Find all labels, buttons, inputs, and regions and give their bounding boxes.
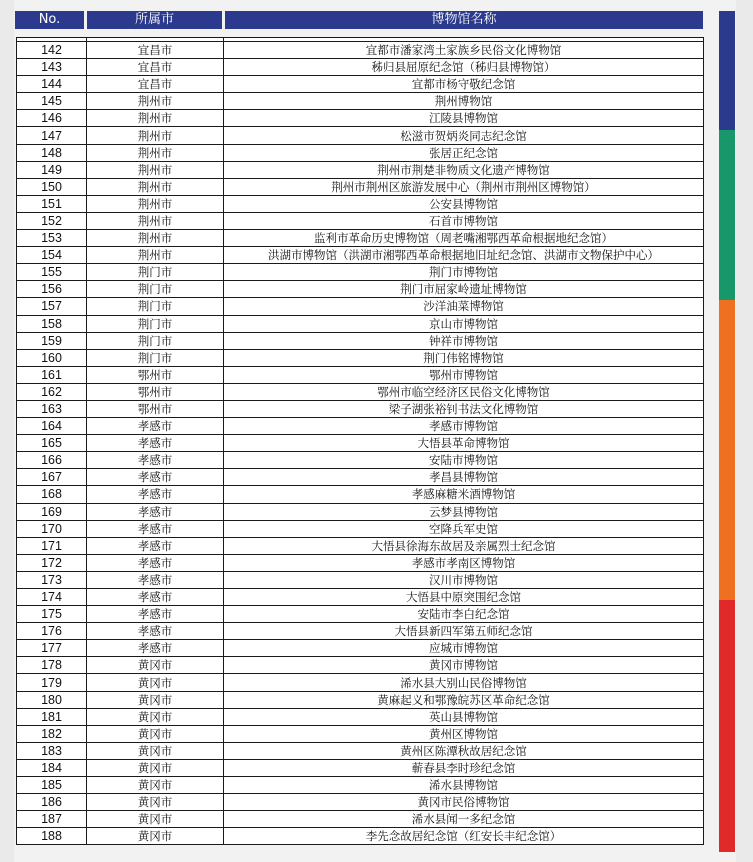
table-row — [17, 469, 704, 486]
row-city: 荆州市 — [87, 212, 224, 229]
row-city: 孝感市 — [87, 435, 224, 452]
row-number: 176 — [17, 623, 87, 640]
row-city: 荆州市 — [87, 144, 224, 161]
row-museum-name: 沙洋油菜博物馆 — [224, 298, 704, 315]
row-city: 孝感市 — [87, 589, 224, 606]
row-museum-name: 孝感市博物馆 — [224, 418, 704, 435]
row-museum-name: 监利市革命历史博物馆（周老嘴湘鄂西革命根据地纪念馆） — [224, 230, 704, 247]
row-number: 185 — [17, 777, 87, 794]
table-row — [17, 264, 704, 281]
table-row — [17, 725, 704, 742]
row-city: 孝感市 — [87, 418, 224, 435]
row-city: 荆门市 — [87, 264, 224, 281]
row-city: 鄂州市 — [87, 400, 224, 417]
table-row — [17, 178, 704, 195]
row-number: 149 — [17, 161, 87, 178]
row-city: 孝感市 — [87, 606, 224, 623]
row-museum-name: 英山县博物馆 — [224, 708, 704, 725]
row-city: 黄冈市 — [87, 777, 224, 794]
row-museum-name: 梁子湖张裕钊书法文化博物馆 — [224, 400, 704, 417]
table-row — [17, 640, 704, 657]
header-museum-name: 博物馆名称 — [225, 11, 703, 29]
table-row — [17, 571, 704, 588]
table-row — [17, 691, 704, 708]
row-number: 145 — [17, 93, 87, 110]
row-city: 荆州市 — [87, 93, 224, 110]
row-city: 黄冈市 — [87, 759, 224, 776]
row-city: 孝感市 — [87, 623, 224, 640]
table-row — [17, 161, 704, 178]
row-number: 183 — [17, 742, 87, 759]
row-city: 荆州市 — [87, 247, 224, 264]
row-museum-name: 孝感市孝南区博物馆 — [224, 554, 704, 571]
table-row — [17, 195, 704, 212]
row-city: 黄冈市 — [87, 794, 224, 811]
row-museum-name: 云梦县博物馆 — [224, 503, 704, 520]
header-no: No. — [15, 11, 84, 29]
table-row — [17, 657, 704, 674]
row-number: 161 — [17, 366, 87, 383]
row-city: 荆州市 — [87, 127, 224, 144]
row-number: 170 — [17, 520, 87, 537]
row-museum-name: 石首市博物馆 — [224, 212, 704, 229]
row-number: 163 — [17, 400, 87, 417]
table-row — [17, 298, 704, 315]
row-museum-name: 空降兵军史馆 — [224, 520, 704, 537]
row-number: 174 — [17, 589, 87, 606]
table-row — [17, 759, 704, 776]
row-museum-name: 浠水县博物馆 — [224, 777, 704, 794]
table-row — [17, 623, 704, 640]
row-museum-name: 安陆市博物馆 — [224, 452, 704, 469]
row-city: 荆州市 — [87, 230, 224, 247]
row-city: 黄冈市 — [87, 691, 224, 708]
museum-table — [16, 37, 704, 845]
row-number: 187 — [17, 811, 87, 828]
row-museum-name: 秭归县屈原纪念馆（秭归县博物馆） — [224, 59, 704, 76]
row-city: 黄冈市 — [87, 657, 224, 674]
row-number: 168 — [17, 486, 87, 503]
row-number: 165 — [17, 435, 87, 452]
row-city: 荆门市 — [87, 349, 224, 366]
row-museum-name: 鄂州市博物馆 — [224, 366, 704, 383]
row-number: 156 — [17, 281, 87, 298]
row-museum-name: 张居正纪念馆 — [224, 144, 704, 161]
row-museum-name: 汉川市博物馆 — [224, 571, 704, 588]
row-museum-name: 荆州博物馆 — [224, 93, 704, 110]
row-city: 孝感市 — [87, 452, 224, 469]
row-city: 黄冈市 — [87, 725, 224, 742]
row-city: 孝感市 — [87, 503, 224, 520]
row-museum-name: 李先念故居纪念馆（红安长丰纪念馆） — [224, 828, 704, 845]
row-number: 142 — [17, 42, 87, 59]
row-museum-name: 宜都市潘家湾土家族乡民俗文化博物馆 — [224, 42, 704, 59]
row-city: 荆门市 — [87, 281, 224, 298]
row-city: 宜昌市 — [87, 76, 224, 93]
row-city: 荆门市 — [87, 298, 224, 315]
row-number: 175 — [17, 606, 87, 623]
row-city: 孝感市 — [87, 537, 224, 554]
row-number: 186 — [17, 794, 87, 811]
row-museum-name: 安陆市李白纪念馆 — [224, 606, 704, 623]
row-number: 179 — [17, 674, 87, 691]
row-city: 荆州市 — [87, 178, 224, 195]
row-museum-name: 江陵县博物馆 — [224, 110, 704, 127]
row-number: 150 — [17, 178, 87, 195]
row-museum-name: 荆门市博物馆 — [224, 264, 704, 281]
table-row — [17, 212, 704, 229]
table-row — [17, 349, 704, 366]
row-museum-name: 京山市博物馆 — [224, 315, 704, 332]
row-number: 182 — [17, 725, 87, 742]
row-number: 148 — [17, 144, 87, 161]
row-number: 188 — [17, 828, 87, 845]
row-number: 173 — [17, 571, 87, 588]
row-city: 孝感市 — [87, 571, 224, 588]
row-city: 荆州市 — [87, 195, 224, 212]
table-row — [17, 59, 704, 76]
table-row — [17, 589, 704, 606]
row-museum-name: 公安县博物馆 — [224, 195, 704, 212]
side-band-orange — [719, 300, 735, 600]
row-museum-name: 黄麻起义和鄂豫皖苏区革命纪念馆 — [224, 691, 704, 708]
table-row — [17, 828, 704, 845]
table-row — [17, 93, 704, 110]
row-number: 152 — [17, 212, 87, 229]
row-museum-name: 应城市博物馆 — [224, 640, 704, 657]
table-row — [17, 281, 704, 298]
row-museum-name: 浠水县闻一多纪念馆 — [224, 811, 704, 828]
row-number: 167 — [17, 469, 87, 486]
table-row — [17, 742, 704, 759]
row-city: 鄂州市 — [87, 366, 224, 383]
row-number: 172 — [17, 554, 87, 571]
row-museum-name: 荆州市荆楚非物质文化遗产博物馆 — [224, 161, 704, 178]
row-number: 166 — [17, 452, 87, 469]
row-museum-name: 荆州市荆州区旅游发展中心（荆州市荆州区博物馆） — [224, 178, 704, 195]
row-city: 孝感市 — [87, 469, 224, 486]
row-number: 159 — [17, 332, 87, 349]
table-row — [17, 520, 704, 537]
row-city: 荆州市 — [87, 110, 224, 127]
table-row — [17, 674, 704, 691]
background-stripe — [0, 0, 14, 862]
row-museum-name: 大悟县新四军第五师纪念馆 — [224, 623, 704, 640]
table-row — [17, 811, 704, 828]
row-museum-name: 钟祥市博物馆 — [224, 332, 704, 349]
table-row — [17, 42, 704, 59]
table-row — [17, 332, 704, 349]
row-city: 荆州市 — [87, 161, 224, 178]
row-number: 147 — [17, 127, 87, 144]
row-city: 鄂州市 — [87, 383, 224, 400]
row-city: 黄冈市 — [87, 828, 224, 845]
row-city: 黄冈市 — [87, 811, 224, 828]
row-city: 黄冈市 — [87, 674, 224, 691]
row-city: 黄冈市 — [87, 742, 224, 759]
table-row — [17, 144, 704, 161]
row-number: 155 — [17, 264, 87, 281]
table-row — [17, 794, 704, 811]
row-museum-name: 浠水县大别山民俗博物馆 — [224, 674, 704, 691]
side-band-red — [719, 600, 735, 852]
row-museum-name: 蕲春县李时珍纪念馆 — [224, 759, 704, 776]
row-city: 孝感市 — [87, 486, 224, 503]
side-band-navy — [719, 11, 735, 85]
row-city: 荆门市 — [87, 332, 224, 349]
table-row — [17, 315, 704, 332]
row-number: 157 — [17, 298, 87, 315]
row-museum-name: 宜都市杨守敬纪念馆 — [224, 76, 704, 93]
table-row — [17, 383, 704, 400]
table-row — [17, 777, 704, 794]
header-city: 所属市 — [87, 11, 222, 29]
row-number: 184 — [17, 759, 87, 776]
row-museum-name: 松滋市贺炳炎同志纪念馆 — [224, 127, 704, 144]
table-row — [17, 247, 704, 264]
table-row — [17, 110, 704, 127]
row-number: 143 — [17, 59, 87, 76]
table-row — [17, 503, 704, 520]
row-number: 160 — [17, 349, 87, 366]
row-city: 孝感市 — [87, 640, 224, 657]
table-row — [17, 366, 704, 383]
row-museum-name: 洪湖市博物馆（洪湖市湘鄂西革命根据地旧址纪念馆、洪湖市文物保护中心） — [224, 247, 704, 264]
table-row — [17, 435, 704, 452]
table-row — [17, 452, 704, 469]
background-stripe — [736, 0, 753, 862]
row-number: 154 — [17, 247, 87, 264]
table-row — [17, 606, 704, 623]
row-museum-name: 孝昌县博物馆 — [224, 469, 704, 486]
row-museum-name: 黄冈市民俗博物馆 — [224, 794, 704, 811]
row-city: 孝感市 — [87, 520, 224, 537]
row-number: 169 — [17, 503, 87, 520]
table-row — [17, 486, 704, 503]
row-number: 158 — [17, 315, 87, 332]
row-museum-name: 黄冈市博物馆 — [224, 657, 704, 674]
row-museum-name: 黄州区陈潭秋故居纪念馆 — [224, 742, 704, 759]
row-museum-name: 荆门市屈家岭遗址博物馆 — [224, 281, 704, 298]
row-museum-name: 大悟县革命博物馆 — [224, 435, 704, 452]
row-museum-name: 大悟县徐海东故居及亲属烈士纪念馆 — [224, 537, 704, 554]
table-row — [17, 708, 704, 725]
side-band-green — [719, 130, 735, 300]
row-number: 153 — [17, 230, 87, 247]
table-row — [17, 230, 704, 247]
row-city: 宜昌市 — [87, 42, 224, 59]
row-museum-name: 大悟县中原突围纪念馆 — [224, 589, 704, 606]
row-number: 177 — [17, 640, 87, 657]
row-museum-name: 黄州区博物馆 — [224, 725, 704, 742]
row-museum-name: 孝感麻糖米酒博物馆 — [224, 486, 704, 503]
row-number: 171 — [17, 537, 87, 554]
row-city: 荆门市 — [87, 315, 224, 332]
table-row — [17, 554, 704, 571]
table-row — [17, 76, 704, 93]
table-row — [17, 127, 704, 144]
row-museum-name: 荆门伟铭博物馆 — [224, 349, 704, 366]
museum-table-body — [17, 38, 704, 845]
side-band-navy-2 — [719, 85, 735, 130]
table-row — [17, 537, 704, 554]
row-number: 162 — [17, 383, 87, 400]
row-number: 181 — [17, 708, 87, 725]
row-number: 144 — [17, 76, 87, 93]
row-number: 180 — [17, 691, 87, 708]
row-number: 151 — [17, 195, 87, 212]
row-city: 宜昌市 — [87, 59, 224, 76]
table-row — [17, 400, 704, 417]
row-museum-name: 鄂州市临空经济区民俗文化博物馆 — [224, 383, 704, 400]
row-city: 黄冈市 — [87, 708, 224, 725]
row-number: 164 — [17, 418, 87, 435]
row-city: 孝感市 — [87, 554, 224, 571]
row-number: 146 — [17, 110, 87, 127]
row-number: 178 — [17, 657, 87, 674]
table-row — [17, 418, 704, 435]
